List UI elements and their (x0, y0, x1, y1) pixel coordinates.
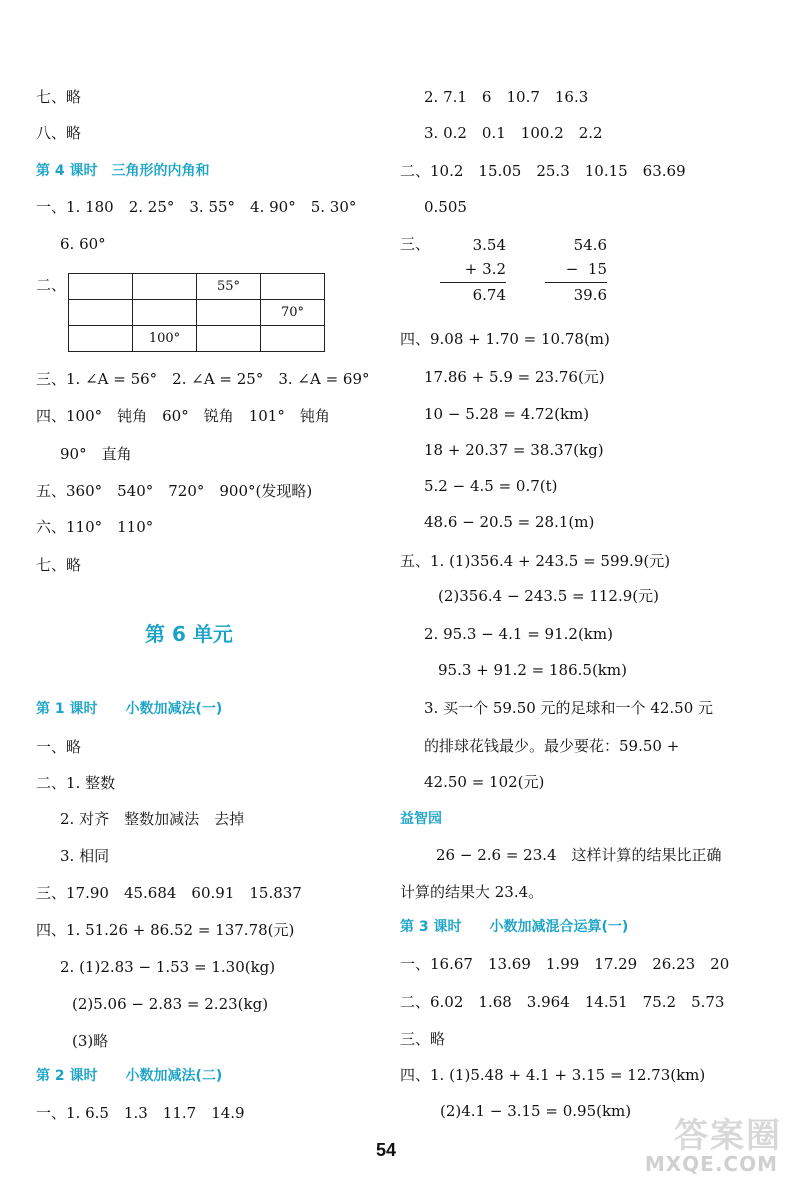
answer-line: 的排球花钱最少。最少要花：59.50 + (424, 737, 680, 755)
answer-line: (2)5.06 − 2.83 = 2.23(kg) (72, 995, 269, 1013)
answer-line: 3. 买一个 59.50 元的足球和一个 42.50 元 (424, 699, 714, 717)
page-number: 54 (376, 1140, 397, 1160)
watermark-url: MXQE.COM (644, 1152, 778, 1176)
answer-line: 17.86 + 5.9 = 23.76(元) (424, 368, 605, 386)
answer-line: 2. 对齐 整数加减法 去掉 (60, 810, 245, 828)
table-cell (133, 274, 197, 300)
unit-title: 第 6 单元 (145, 622, 233, 646)
answer-line: 二、6.02 1.68 3.964 14.51 75.2 5.73 (400, 993, 725, 1011)
answer-line: 计算的结果大 23.4。 (400, 883, 544, 901)
table-cell (133, 300, 197, 326)
answer-line: 10 − 5.28 = 4.72(km) (424, 405, 590, 423)
calc-result: 6.74 (472, 286, 506, 304)
table-cell (261, 326, 325, 352)
section-heading: 益智园 (400, 811, 442, 827)
answer-line: 二、10.2 15.05 25.3 10.15 63.69 (400, 162, 686, 180)
answer-line: 48.6 − 20.5 = 28.1(m) (424, 513, 595, 531)
answer-line: 五、360° 540° 720° 900°(发现略) (36, 482, 313, 500)
answer-line: 七、略 (36, 556, 82, 574)
answer-line: 42.50 = 102(元) (424, 773, 545, 791)
calc-result: 39.6 (573, 286, 607, 304)
answer-line: 一、略 (36, 738, 82, 756)
calc-rule (545, 282, 607, 283)
answer-line: 2. 95.3 − 4.1 = 91.2(km) (424, 625, 613, 643)
answer-line: 四、9.08 + 1.70 = 10.78(m) (400, 330, 610, 348)
answer-line: 二、 (36, 276, 67, 294)
table-cell (261, 274, 325, 300)
table-cell (69, 274, 133, 300)
answer-line: 2. 7.1 6 10.7 16.3 (424, 88, 589, 106)
answer-line: 三、1. ∠A = 56° 2. ∠A = 25° 3. ∠A = 69° (36, 370, 370, 388)
table-row (69, 326, 325, 352)
calc-operand: 54.6 (573, 236, 607, 254)
section-heading: 第 4 课时 三角形的内角和 (36, 163, 210, 179)
answer-line: 七、略 (36, 88, 82, 106)
answer-line: 一、1. 6.5 1.3 11.7 14.9 (36, 1104, 245, 1122)
answer-line: 一、1. 180 2. 25° 3. 55° 4. 90° 5. 30° (36, 198, 357, 216)
answer-line: 18 + 20.37 = 38.37(kg) (424, 441, 604, 459)
section-heading: 第 3 课时 小数加减混合运算(一) (400, 919, 629, 935)
calc-operand: 3.54 (472, 236, 506, 254)
angle-table (68, 273, 325, 352)
table-cell (197, 300, 261, 326)
table-cell: 100° (133, 326, 197, 352)
table-cell (197, 326, 261, 352)
section-heading: 第 1 课时 小数加减法(一) (36, 701, 223, 717)
table-row (69, 300, 325, 326)
table-cell (69, 300, 133, 326)
answer-line: 六、110° 110° (36, 518, 154, 536)
answer-line: 八、略 (36, 124, 82, 142)
answer-line: 3. 0.2 0.1 100.2 2.2 (424, 124, 603, 142)
answer-line: (3)略 (72, 1032, 109, 1050)
table-row (69, 274, 325, 300)
answer-line: 三、17.90 45.684 60.91 15.837 (36, 884, 302, 902)
answer-line: 四、1. (1)5.48 + 4.1 + 3.15 = 12.73(km) (400, 1066, 706, 1084)
calc-rule (440, 282, 506, 283)
answer-line: 二、1. 整数 (36, 774, 116, 792)
answer-line: (2)4.1 − 3.15 = 0.95(km) (440, 1102, 632, 1120)
answer-line: 四、100° 钝角 60° 锐角 101° 钝角 (36, 407, 330, 425)
answer-line: 6. 60° (60, 235, 106, 253)
answer-line: 四、1. 51.26 + 86.52 = 137.78(元) (36, 921, 295, 939)
table-cell: 70° (261, 300, 325, 326)
vertical-addition (440, 236, 506, 306)
table-cell: 55° (197, 274, 261, 300)
vertical-subtraction (545, 236, 607, 306)
section-heading: 第 2 课时 小数加减法(二) (36, 1068, 223, 1084)
table-cell (69, 326, 133, 352)
answer-line: 一、16.67 13.69 1.99 17.29 26.23 20 (400, 955, 730, 973)
answer-line: 90° 直角 (60, 445, 132, 463)
answer-line: 3. 相同 (60, 847, 110, 865)
calc-operand: + 3.2 (464, 260, 506, 278)
watermark-logo: 答案圈 (674, 1116, 782, 1156)
answer-line: 95.3 + 91.2 = 186.5(km) (438, 661, 627, 679)
answer-line: 三、 (400, 235, 431, 253)
answer-line: 5.2 − 4.5 = 0.7(t) (424, 477, 558, 495)
answer-line: (2)356.4 − 243.5 = 112.9(元) (438, 587, 659, 605)
answer-line: 2. (1)2.83 − 1.53 = 1.30(kg) (60, 958, 276, 976)
answer-line: 26 − 2.6 = 23.4 这样计算的结果比正确 (436, 846, 722, 864)
answer-line: 三、略 (400, 1030, 446, 1048)
answer-line: 五、1. (1)356.4 + 243.5 = 599.9(元) (400, 552, 671, 570)
calc-operand: − 15 (565, 260, 607, 278)
answer-line: 0.505 (424, 198, 467, 216)
